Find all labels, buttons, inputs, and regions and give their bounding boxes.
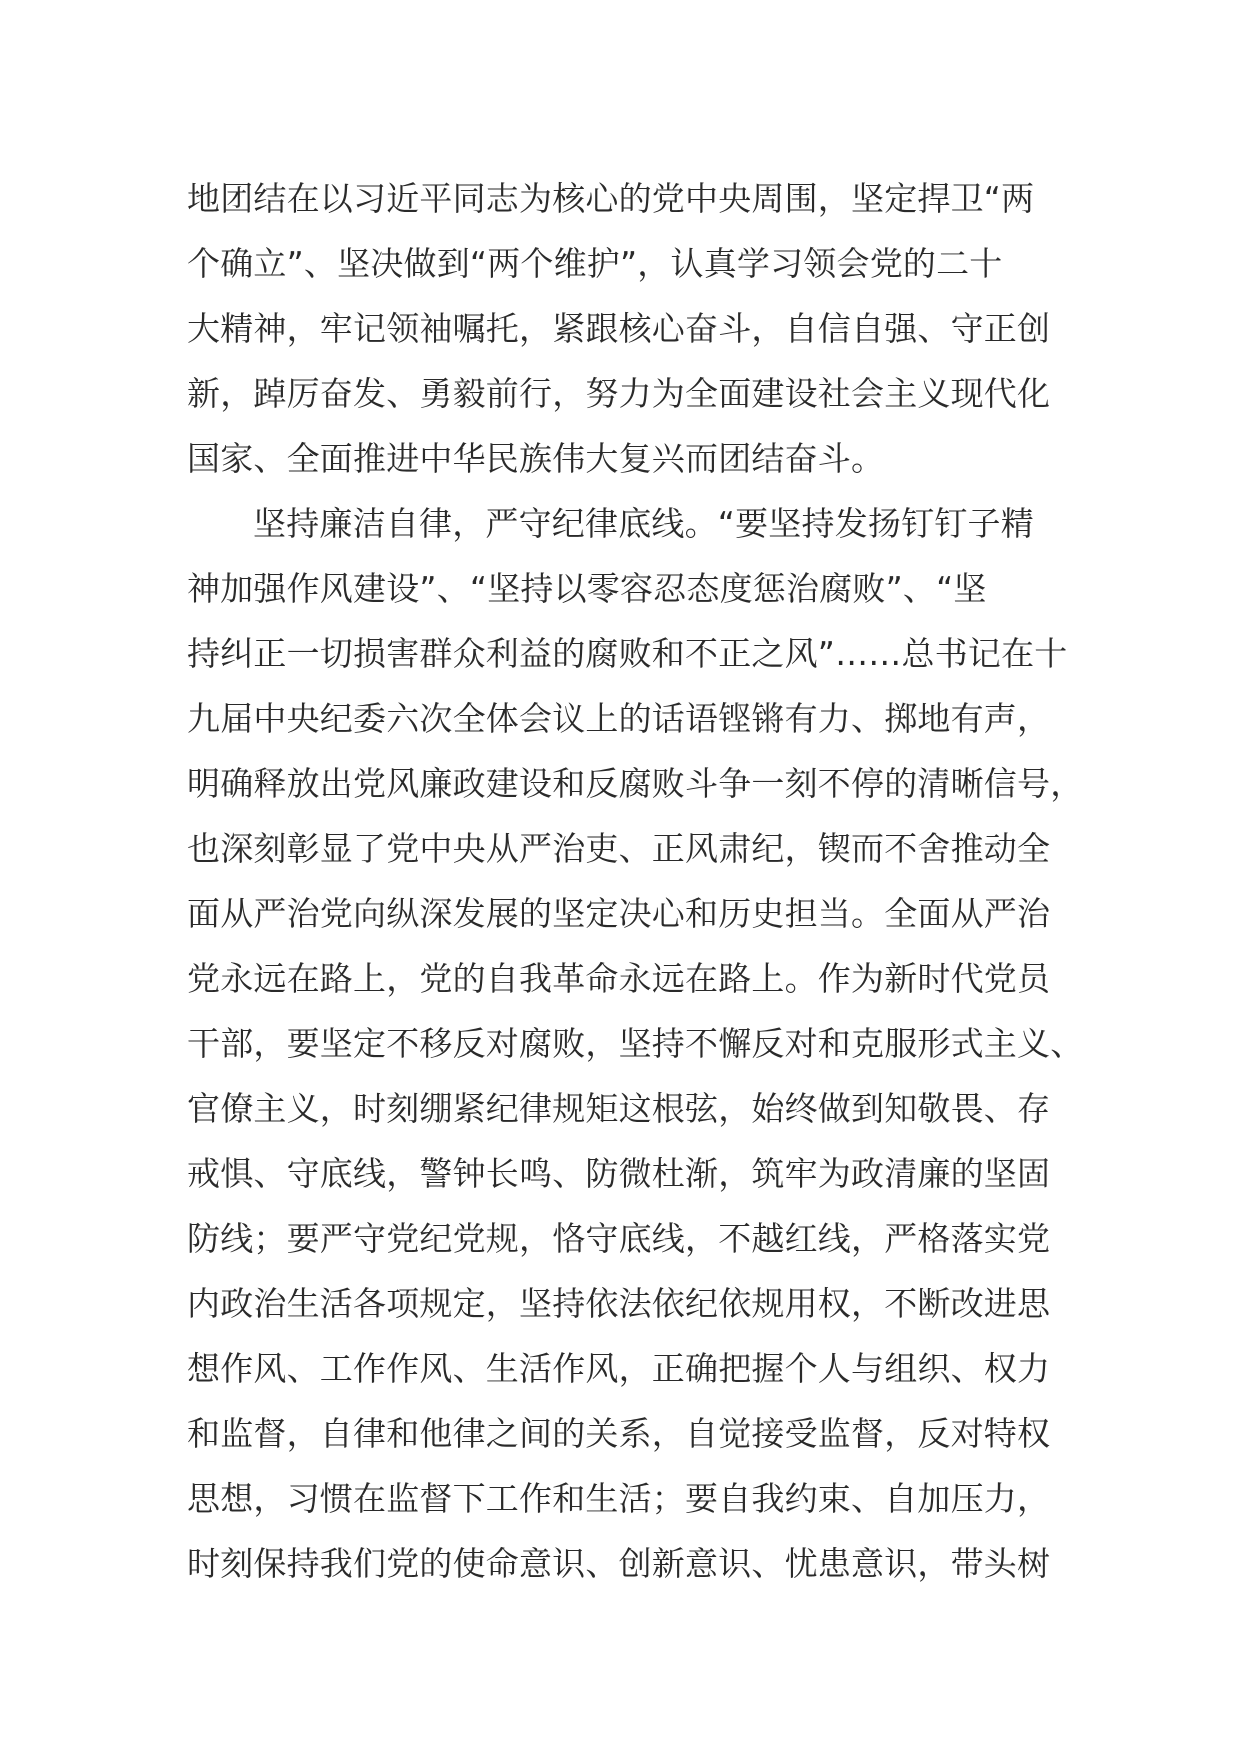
text-line: 明确释放出党风廉政建设和反腐败斗争一刻不停的清晰信号， — [187, 764, 1084, 803]
paragraph-2 — [187, 491, 1084, 1596]
text-line: 九届中央纪委六次全体会议上的话语铿锵有力、掷地有声， — [187, 699, 1051, 738]
text-line: 和监督，自律和他律之间的关系，自觉接受监督，反对特权 — [187, 1414, 1051, 1453]
text-line: 地团结在以习近平同志为核心的党中央周围，坚定捍卫“两 — [187, 179, 1035, 218]
text-line: 内政治生活各项规定，坚持依法依纪依规用权，不断改进思 — [187, 1284, 1051, 1323]
text-line: 官僚主义，时刻绷紧纪律规矩这根弦，始终做到知敬畏、存 — [187, 1089, 1051, 1128]
text-line: 新，踔厉奋发、勇毅前行，努力为全面建设社会主义现代化 — [187, 374, 1051, 413]
text-line: 也深刻彰显了党中央从严治吏、正风肃纪，锲而不舍推动全 — [187, 829, 1051, 868]
text-line: 干部，要坚定不移反对腐败，坚持不懈反对和克服形式主义、 — [187, 1024, 1084, 1063]
body-text — [187, 166, 1084, 1596]
paragraph-1 — [187, 166, 1067, 491]
text-line: 持纠正一切损害群众利益的腐败和不正之风”……总书记在十 — [187, 634, 1068, 673]
text-line: 思想，习惯在监督下工作和生活；要自我约束、自加压力， — [187, 1479, 1051, 1518]
text-line: 国家、全面推进中华民族伟大复兴而团结奋斗。 — [187, 439, 885, 478]
text-line: 戒惧、守底线，警钟长鸣、防微杜渐，筑牢为政清廉的坚固 — [187, 1154, 1051, 1193]
text-line: 党永远在路上，党的自我革命永远在路上。作为新时代党员 — [187, 959, 1051, 998]
text-line: 防线；要严守党纪党规，恪守底线，不越红线，严格落实党 — [187, 1219, 1051, 1258]
text-line: 时刻保持我们党的使命意识、创新意识、忧患意识，带头树 — [187, 1544, 1051, 1583]
text-line: 大精神，牢记领袖嘱托，紧跟核心奋斗，自信自强、守正创 — [187, 309, 1051, 348]
text-line: 神加强作风建设”、“坚持以零容忍态度惩治腐败”、“坚 — [187, 569, 987, 608]
text-line: 面从严治党向纵深发展的坚定决心和历史担当。全面从严治 — [187, 894, 1051, 933]
text-line: 想作风、工作作风、生活作风，正确把握个人与组织、权力 — [187, 1349, 1051, 1388]
text-line-first: 坚持廉洁自律，严守纪律底线。“要坚持发扬钉钉子精 — [253, 504, 1034, 543]
text-line: 个确立”、坚决做到“两个维护”，认真学习领会党的二十 — [187, 244, 1003, 283]
